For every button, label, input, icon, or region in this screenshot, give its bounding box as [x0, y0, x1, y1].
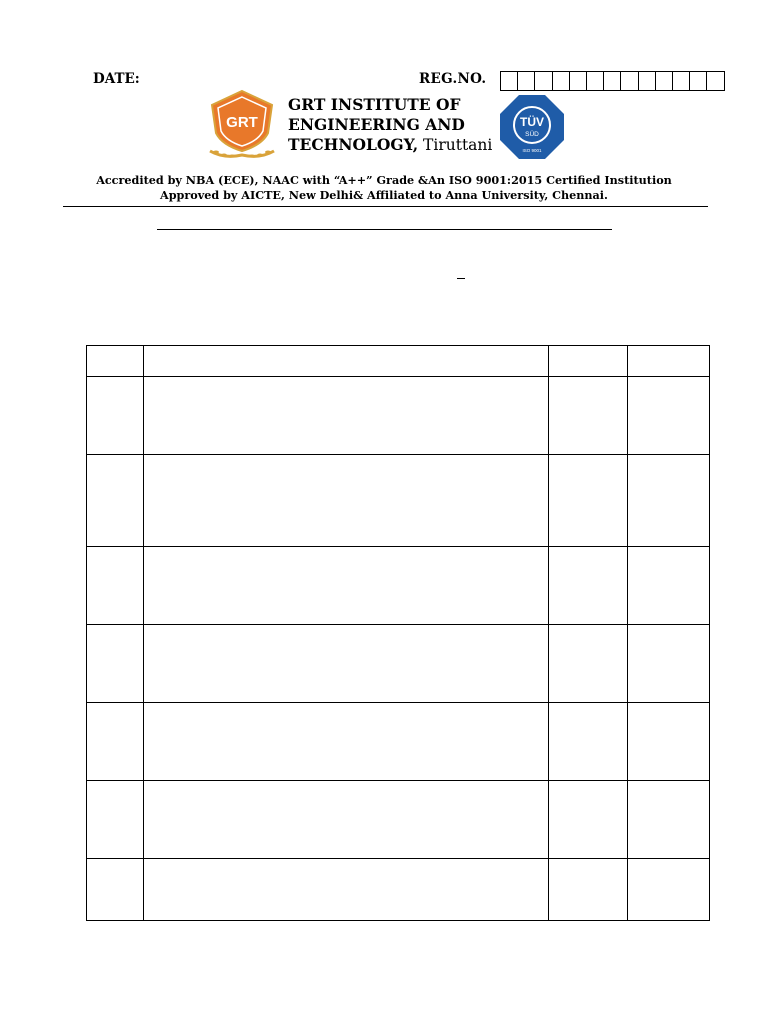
grt-logo-text: GRT: [226, 114, 258, 131]
table-row: [87, 455, 710, 547]
reg-no-box[interactable]: [518, 72, 535, 90]
table-cell[interactable]: [144, 377, 549, 455]
institution-name-line2: ENGINEERING AND: [288, 115, 465, 134]
table-cell[interactable]: [87, 703, 144, 781]
table-cell[interactable]: [87, 625, 144, 703]
reg-no-boxes[interactable]: [500, 71, 725, 91]
table-cell[interactable]: [87, 455, 144, 547]
accreditation-line2: Approved by AICTE, New Delhi& Affiliated to Anna University, Chennai.: [160, 188, 608, 202]
table-row: [87, 377, 710, 455]
table-cell[interactable]: [628, 346, 710, 377]
reg-no-box[interactable]: [570, 72, 587, 90]
reg-no-box[interactable]: [639, 72, 656, 90]
table-cell[interactable]: [87, 859, 144, 921]
table-cell[interactable]: [628, 859, 710, 921]
table-cell[interactable]: [87, 377, 144, 455]
table-cell[interactable]: [549, 703, 628, 781]
header-divider: [63, 206, 708, 207]
table-row: [87, 547, 710, 625]
institution-name: [288, 95, 492, 155]
reg-no-box[interactable]: [707, 72, 724, 90]
table-cell[interactable]: [144, 547, 549, 625]
reg-no-box[interactable]: [621, 72, 638, 90]
institution-place: Tiruttani: [418, 136, 493, 154]
reg-no-box[interactable]: [553, 72, 570, 90]
tuv-logo-sub: SÜD: [525, 131, 539, 138]
tuv-sud-logo: [499, 94, 565, 160]
table-row: [87, 781, 710, 859]
tuv-logo-badge: ISO 9001: [522, 148, 542, 153]
reg-no-box[interactable]: [690, 72, 707, 90]
table-row: [87, 703, 710, 781]
reg-no-box[interactable]: [587, 72, 604, 90]
table-cell[interactable]: [549, 547, 628, 625]
institution-name-line3-text: TECHNOLOGY,: [288, 135, 419, 154]
date-label: DATE:: [93, 71, 140, 87]
tuv-logo-text: TÜV: [520, 115, 544, 129]
accreditation-line1: Accredited by NBA (ECE), NAAC with “A++” Grade &An ISO 9001:2015 Certified Institution: [96, 173, 672, 187]
table-cell[interactable]: [628, 625, 710, 703]
table-cell[interactable]: [144, 703, 549, 781]
table-cell[interactable]: [144, 346, 549, 377]
table-cell[interactable]: [549, 346, 628, 377]
reg-no-box[interactable]: [656, 72, 673, 90]
table-row: [87, 625, 710, 703]
reg-no-box[interactable]: [673, 72, 690, 90]
table-cell[interactable]: [87, 346, 144, 377]
table-cell[interactable]: [628, 781, 710, 859]
dash-mark: [457, 278, 465, 279]
institution-name-line1: GRT INSTITUTE OF: [288, 95, 461, 114]
reg-no-box[interactable]: [501, 72, 518, 90]
table-cell[interactable]: [549, 859, 628, 921]
table-cell[interactable]: [549, 781, 628, 859]
marks-table: [86, 345, 710, 921]
table-cell[interactable]: [628, 455, 710, 547]
institution-name-line3: [288, 135, 492, 155]
table-cell[interactable]: [628, 377, 710, 455]
table-cell[interactable]: [87, 547, 144, 625]
table-header-row: [87, 346, 710, 377]
table-cell[interactable]: [144, 781, 549, 859]
reg-no-box[interactable]: [604, 72, 621, 90]
reg-no-box[interactable]: [535, 72, 552, 90]
table-cell[interactable]: [144, 455, 549, 547]
table-cell[interactable]: [144, 625, 549, 703]
table-cell[interactable]: [549, 455, 628, 547]
table-cell[interactable]: [628, 547, 710, 625]
table-cell[interactable]: [549, 625, 628, 703]
reg-no-label: REG.NO.: [419, 71, 487, 87]
accreditation-block: [0, 173, 768, 203]
table-cell[interactable]: [549, 377, 628, 455]
table-cell[interactable]: [144, 859, 549, 921]
table-cell[interactable]: [87, 781, 144, 859]
grt-logo: [204, 89, 280, 161]
title-blank-line[interactable]: [157, 229, 612, 230]
table-row: [87, 859, 710, 921]
table-cell[interactable]: [628, 703, 710, 781]
